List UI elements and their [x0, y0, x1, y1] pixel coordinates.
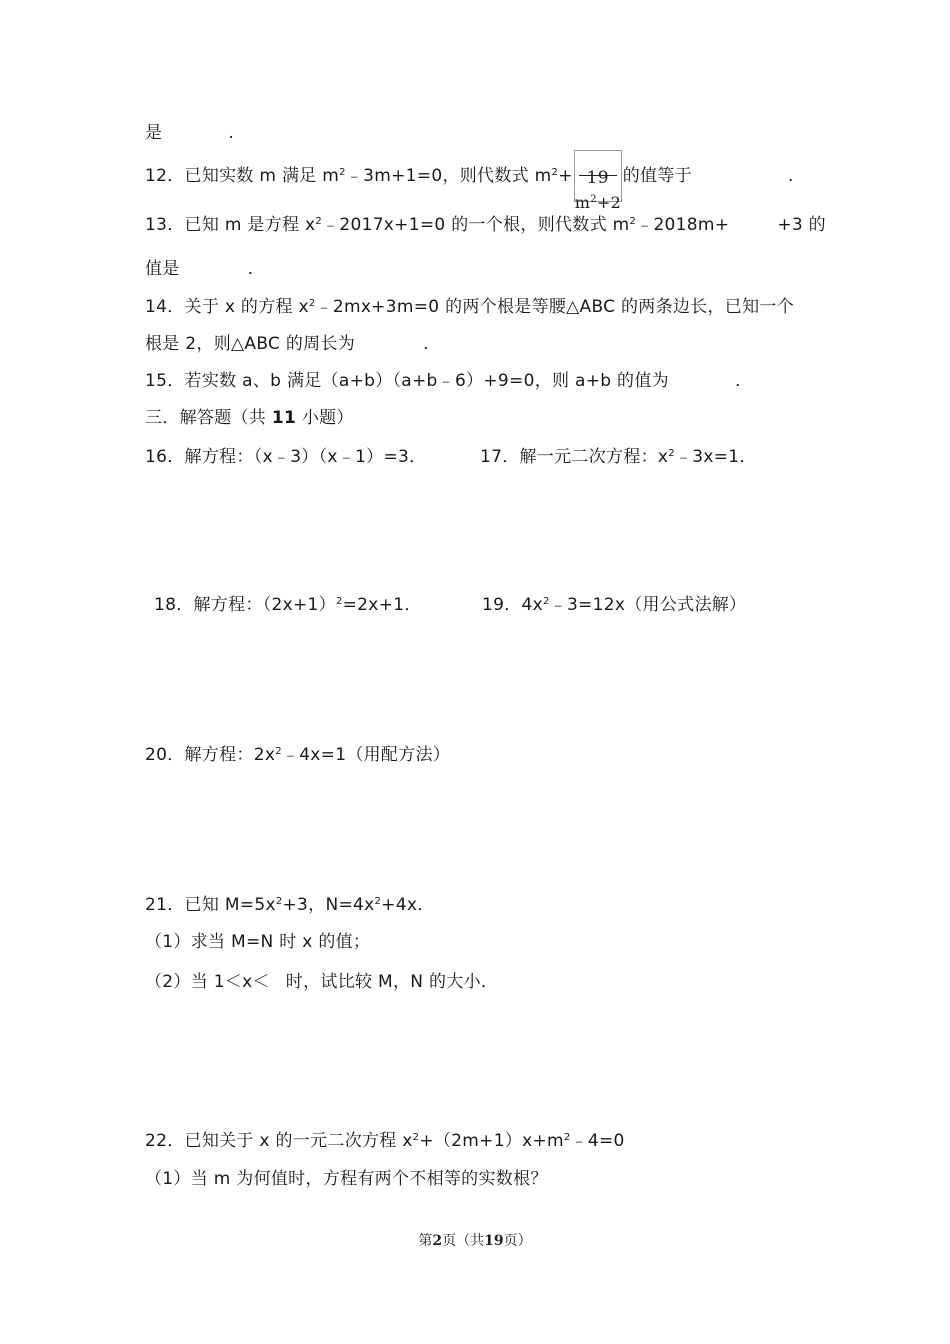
- question-20: [145, 744, 450, 766]
- q13-text-3: ﹣2018m+: [636, 215, 730, 235]
- q13-text-1: 13．已知 m 是方程 x: [145, 215, 316, 235]
- q22-text-3: ﹣4=0: [570, 1131, 625, 1151]
- fraction-denominator: $m^2+2$: [574, 193, 622, 212]
- q13-text-2: ﹣2017x+1=0 的一个根，则代数式 m: [322, 215, 630, 235]
- q22-sup-2: 2: [563, 1132, 571, 1143]
- question-15: [145, 370, 741, 392]
- section-3-text-1: 三．解答题（共: [145, 408, 267, 428]
- q17-text-1: 17．解一元二次方程：x: [480, 447, 669, 467]
- footer-page-total: 19: [484, 1233, 504, 1249]
- q20-text-2: ﹣4x=1（用配方法）: [281, 745, 451, 765]
- q14-period: .: [423, 334, 429, 354]
- q17-text-2: ﹣3x=1．: [674, 447, 757, 467]
- q13-period: .: [247, 259, 254, 279]
- q15-period: .: [734, 371, 741, 391]
- q14-text-1: 14．关于 x 的方程 x: [145, 297, 309, 317]
- q22-sup-1: 2: [412, 1132, 420, 1143]
- q21-sup-2: 2: [374, 896, 382, 907]
- q13-text-5: 值是: [145, 259, 180, 279]
- q18-text-2: =2x+1．: [342, 595, 422, 615]
- fraction-bar: [579, 175, 617, 176]
- footer-text-2: 页（共: [442, 1233, 485, 1249]
- q19-text-2: ﹣3=12x（用公式法解）: [549, 595, 747, 615]
- q18-sup: 2: [335, 596, 343, 607]
- q21-part1-text: （1）求当 M=N 时 x 的值；: [145, 932, 371, 952]
- q20-text-1: 20．解方程：2x: [145, 745, 276, 765]
- section-3-heading: [145, 407, 354, 429]
- q14-sup-1: 2: [308, 298, 316, 309]
- q12-plus: +: [558, 166, 573, 186]
- q12-text-2: ﹣3m+1=0，则代数式 m: [345, 166, 552, 186]
- question-18: [154, 594, 422, 616]
- q22-text-1: 22．已知关于 x 的一元二次方程 x: [145, 1131, 413, 1151]
- q12-period: .: [787, 166, 794, 186]
- q13-sup-2: 2: [629, 216, 637, 227]
- question-14-line-1: [145, 296, 794, 318]
- q11-tail-line: [145, 122, 234, 144]
- q12-fraction-image: [574, 150, 622, 212]
- q22-part1-text: （1）当 m 为何值时，方程有两个不相等的实数根？: [145, 1169, 548, 1189]
- q18-text-1: 18．解方程：（2x+1）: [154, 595, 336, 615]
- question-22: [145, 1130, 625, 1152]
- q11-tail-text: 是: [145, 123, 163, 143]
- question-21-part-1: [145, 931, 370, 953]
- q12-text-1: 12．已知实数 m 满足 m: [145, 166, 340, 186]
- question-16: [145, 446, 426, 468]
- q20-sup: 2: [275, 746, 282, 757]
- q11-tail-period: .: [228, 123, 235, 143]
- section-3-text-2: 小题）: [301, 408, 354, 428]
- page-footer: [0, 1230, 950, 1250]
- footer-text-1: 第: [418, 1233, 433, 1249]
- q14-text-3: 根是 2，则△ABC 的周长为: [145, 334, 356, 354]
- question-13-line-1: [145, 214, 826, 236]
- q19-text-1: 19．4x: [482, 595, 544, 615]
- q12-sup-1: 2: [339, 167, 346, 178]
- footer-page-number: 2: [432, 1233, 443, 1249]
- q21-sup-1: 2: [275, 896, 283, 907]
- q16-text: 16．解方程：（x﹣3）（x﹣1）=3．: [145, 447, 427, 467]
- question-17: [480, 446, 757, 468]
- q13-sup-1: 2: [315, 216, 323, 227]
- q21-part2-text-1: （2）当 1＜x＜: [145, 972, 270, 992]
- q21-text-2: +3，N=4x: [282, 895, 375, 915]
- q12-text-3: 的值等于: [622, 166, 692, 186]
- q21-part2-text-2: 时，试比较 M，N 的大小．: [285, 972, 499, 992]
- q14-text-2: ﹣2mx+3m=0 的两个根是等腰△ABC 的两条边长，已知一个: [315, 297, 795, 317]
- q15-text: 15．若实数 a、b 满足（a+b）（a+b﹣6）+9=0，则 a+b 的值为: [145, 371, 669, 391]
- q22-text-2: +（2m+1）x+m: [419, 1131, 564, 1151]
- q17-sup: 2: [668, 448, 675, 459]
- section-3-count: 11: [271, 408, 297, 428]
- fraction-numerator: 19: [586, 168, 609, 188]
- q19-sup: 2: [543, 596, 550, 607]
- question-13-line-2: [145, 258, 253, 280]
- question-14-line-2: [145, 333, 429, 355]
- question-21-part-2: [145, 971, 498, 993]
- question-19: [482, 594, 746, 616]
- question-22-part-1: [145, 1168, 548, 1190]
- question-12: [145, 150, 794, 212]
- q21-text-3: +4x．: [381, 895, 435, 915]
- q13-text-4: +3 的: [777, 215, 826, 235]
- question-21: [145, 894, 435, 916]
- q12-sup-2: 2: [551, 167, 559, 178]
- footer-text-3: 页）: [503, 1233, 532, 1249]
- q21-text-1: 21．已知 M=5x: [145, 895, 276, 915]
